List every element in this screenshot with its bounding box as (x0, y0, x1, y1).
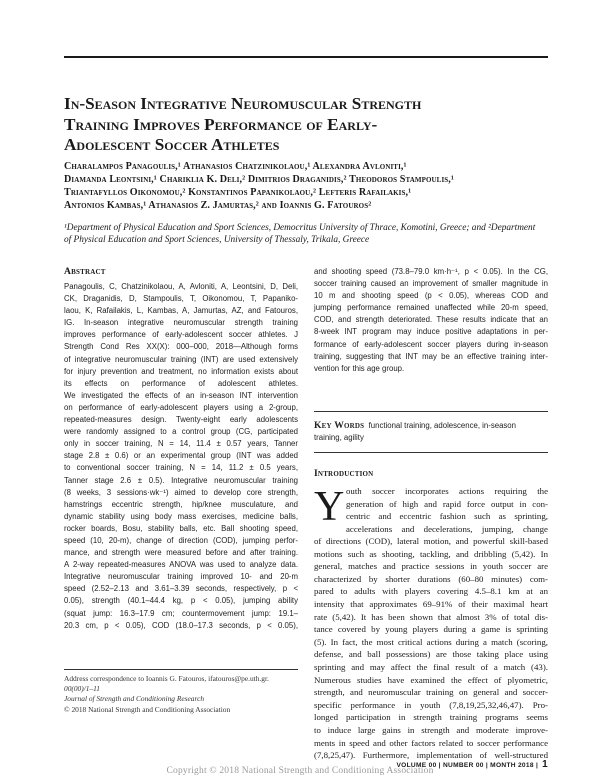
footnote-citation: 00(00)/1–11 (64, 684, 100, 694)
intro-line: strength, and neuromuscular training on general and soccer- (314, 687, 548, 698)
intro-line: longed participation in strength training programs seems (314, 712, 548, 723)
abstract-line: 8-week INT program may induce positive adaptations in per- (314, 327, 548, 337)
top-rule (64, 56, 548, 58)
abstract-line: only in soccer training, N = 14, 11.4 ± 0.57 years, Tanner (64, 439, 298, 449)
intro-line: ments in speed and other factors related to soccer performance (314, 737, 548, 748)
introduction-body (314, 535, 548, 762)
affiliation-line: ¹Department of Physical Education and Sport Sciences, Democritus University of Thrace, Komotini, Greece; and ²Department (64, 223, 536, 233)
abstract-column (64, 266, 298, 632)
footnote-correspondence: Address correspondence to Ioannis G. Fatouros, ifatouros@pe.uth.gr. (64, 674, 269, 683)
abstract-line: were randomly assigned to a control group (CG, participated (64, 427, 298, 437)
abstract-heading: Abstract (64, 266, 106, 277)
abstract-line: vention for this age group. (314, 363, 405, 373)
intro-line: outh soccer incorporates actions requiring the (346, 486, 548, 496)
affiliations (64, 222, 554, 246)
footnotes (64, 674, 298, 715)
abstract-line: We investigated the effects of an in-season INT intervention (64, 390, 298, 400)
issue-info: VOLUME 00 | NUMBER 00 | MONTH 2018 | (396, 762, 539, 769)
intro-line: motions such as shooting, tackling, and dribbling (5,42). In (314, 548, 548, 559)
abstract-continued-body (314, 266, 548, 375)
author-line: Triantafyllos Oikonomou,² Konstantinos Papanikolaou,² Lefteris Rafailakis,¹ (64, 187, 412, 198)
author-line: Diamanda Leontsini,¹ Chariklia K. Deli,² Dimitrios Draganidis,² Theodoros Stampoulis,¹ (64, 174, 455, 185)
abstract-line: its effects on performance of adolescent athletes. (64, 378, 298, 388)
intro-line: sprinting and may affect the final result of a match (43). (314, 661, 548, 672)
keywords-top-rule (314, 411, 548, 412)
footnote-rule (64, 669, 298, 670)
abstract-line: repeated-measures design. Twenty-eight early adolescents (64, 415, 298, 425)
abstract-line: speed (10, 20-m), change of direction (COD), jumping perfor- (64, 535, 298, 545)
abstract-line: laou, K, Rafailakis, L, Kambas, A, Jamurtas, AZ, and Fatouros, (64, 306, 298, 316)
introduction-heading-text: Introduction (314, 468, 374, 479)
abstract-line: of integrative neuromuscular training (INT) are used extensively (64, 354, 298, 364)
page-number: 1 (542, 759, 548, 770)
footnote-copyright: © 2018 National Strength and Conditioning Association (64, 704, 231, 714)
intro-line: accelerations and decelerations, jumping, change (346, 523, 548, 534)
keywords-line: functional training, adolescence, in-season (368, 421, 516, 430)
keywords-line: training, agility (314, 433, 364, 443)
keywords (314, 420, 548, 444)
abstract-line: to conventional soccer training, N = 14, 11.2 ± 0.5 years, (64, 463, 298, 473)
abstract-line: CK, Draganidis, D, Stampoulis, T, Oikonomou, T, Papaniko- (64, 294, 298, 304)
abstract-line: stage 2.8 ± 0.6) or an experimental group (INT was added (64, 451, 298, 461)
abstract-line: (8 weeks, 3 sessions·wk⁻¹) aimed to develop core strength, (64, 487, 298, 497)
abstract-line: speed (2.52–2.13 and 3.61–3.39 seconds, respectively, p < (64, 584, 298, 594)
abstract-line: Strength Cond Res XX(X): 000–000, 2018—Although forms (64, 342, 298, 352)
abstract-continued (314, 266, 548, 375)
abstract-body (64, 281, 298, 632)
abstract-line: jumping performance remained unaffected while 20-m speed, (314, 303, 548, 313)
dropcap-letter: Y (314, 484, 345, 530)
introduction-cap-lines (346, 485, 548, 535)
abstract-line: Panagoulis, C, Chatzinikolaou, A, Avloniti, A, Leontsini, D, Deli, (64, 282, 298, 291)
title-line: In-Season Integrative Neuromuscular Strength (64, 94, 422, 113)
abstract-line: formance of early-adolescent soccer players during in-season (314, 339, 548, 349)
intro-line: specific performance in youth (7,8,19,25,32,46,47). Pro- (314, 699, 548, 710)
introduction-heading (314, 468, 548, 479)
copyright-watermark: Copyright © 2018 National Strength and Conditioning Association (166, 766, 434, 776)
abstract-line: improves performance of early-adolescent soccer athletes. J (64, 330, 298, 340)
abstract-line: (squat jump: 16.3–17.9 cm; countermovement jump: 19.1– (64, 608, 298, 618)
intro-line: Numerous studies have examined the effect of plyometric, (314, 674, 548, 685)
intro-line: pared to adults with players covering 4.5–8.1 km at an (314, 586, 548, 597)
abstract-line: hamstrings eccentric strength, hip/knee musculature, and (64, 499, 298, 509)
abstract-line: Integrative neuromuscular training improved 10- and 20-m (64, 572, 298, 582)
affiliation-line: of Physical Education and Sport Sciences, University of Thessaly, Trikala, Greece (64, 235, 370, 245)
intro-line: characterized by shorter durations (60–80 minutes) com- (314, 573, 548, 584)
title-line: Adolescent Soccer Athletes (64, 135, 280, 154)
abstract-line: mance, and strength were measured before and after training. (64, 548, 298, 558)
intro-line: centric and eccentric fashion such as sprinting, (346, 511, 548, 522)
intro-line: general, matches and practice sessions in youth soccer are (314, 561, 548, 572)
keywords-label: Key Words (314, 420, 365, 431)
intro-line: rate (5,42). It has been shown that almost 3% of total dis- (314, 611, 548, 622)
keywords-bottom-rule (314, 452, 548, 453)
author-line: Antonios Kambas,¹ Athanasios Z. Jamurtas,² and Ioannis G. Fatouros² (64, 200, 372, 211)
intro-line: (5). In fact, the most critical actions during a match (scoring, (314, 636, 548, 647)
author-list (64, 160, 554, 212)
abstract-line: Tanner stage 2.6 ± 0.5). Integrative neuromuscular training (64, 475, 298, 485)
intro-line: generation of high and rapid force output in con- (346, 498, 548, 509)
intro-line: to induce large gains in strength and moderate improve- (314, 724, 548, 735)
abstract-line: A 2-way repeated-measures ANOVA was used to analyze data. (64, 560, 298, 570)
intro-line: (7,8,25,47). Furthermore, implementation of well-structured (314, 750, 548, 761)
abstract-line: 0.05), strength (40.1–44.4 kg, p < 0.05), jumping ability (64, 596, 298, 606)
author-line: Charalampos Panagoulis,¹ Athanasios Chatzinikolaou,¹ Alexandra Avloniti,¹ (64, 161, 407, 172)
abstract-line: IG. In-season integrative neuromuscular strength training (64, 318, 298, 328)
abstract-line: training, suggesting that INT may be an effective training inter- (314, 351, 548, 361)
abstract-line: on performance of early-adolescent players using a 2-group, (64, 402, 298, 412)
footnote-journal: Journal of Strength and Conditioning Research (64, 694, 205, 704)
intro-line: tance covered by young players during a game is sprinting (314, 624, 548, 635)
abstract-line: soccer training caused an improvement of smaller magnitude in (314, 279, 548, 289)
title-line: Training Improves Performance of Early- (64, 114, 378, 134)
abstract-line: rocker boards, Bosu, stability balls, etc. Ball shooting speed, (64, 523, 298, 533)
abstract-line: COD, and strength deteriorated. These results indicate that an (314, 315, 548, 325)
abstract-line: for injury prevention and treatment, no information exists about (64, 366, 298, 376)
intro-line: defense, and ball possessions) are those taking place using (314, 649, 548, 660)
abstract-line: 10 m and shooting speed (p < 0.05), whereas COD and (314, 291, 548, 301)
abstract-line: 20.3 cm, p < 0.05), COD (18.0–17.3 seconds, p < 0.05), (64, 620, 298, 630)
abstract-line: and shooting speed (73.8–79.0 km·h⁻¹, p < 0.05). In the CG, (314, 267, 548, 276)
article-title (64, 94, 554, 156)
abstract-line: dynamic stability using body mass exercises, medicine balls, (64, 511, 298, 521)
intro-line: intensity that approximates 69–91% of their maximal heart (314, 598, 548, 609)
intro-line: of directions (COD), lateral motion, and powerful skill-based (314, 536, 548, 546)
